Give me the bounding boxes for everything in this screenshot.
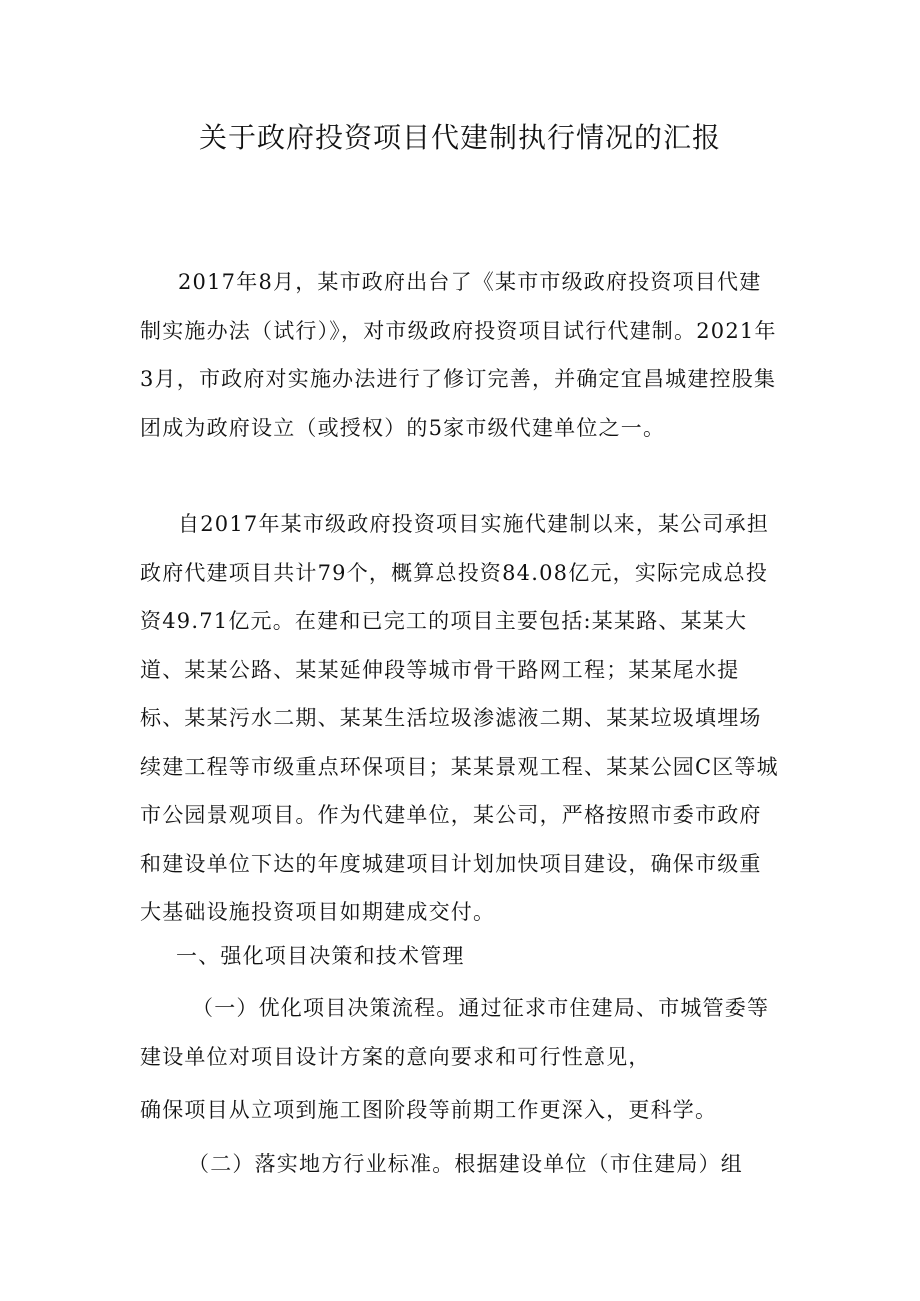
subsection-1-text: （一）优化项目决策流程。通过征求市住建局、市城管委等建设单位对项目设计方案的意向要求和可行性意见，: [140, 996, 770, 1069]
paragraph-overview: 自2017年某市级政府投资项目实施代建制以来，某公司承担政府代建项目共计79个，概算总投资84.08亿元，实际完成总投资49.71亿元。在建和已完工的项目主要包括:某某路、某某大道、某某公路、某某延伸段等城市骨干路网工程；某某尾水提标、某某污水二期、某某生活垃圾渗滤液二期、某某垃圾填埋场续建工程等市级重点环保项目；某某景观工程、某某公园C区等城市公园景观项目。作为代建单位，某公司，严格按照市委市政府和建设单位下达的年度城建项目计划加快项目建设，确保市级重大基础设施投资项目如期建成交付。: [140, 512, 779, 924]
subsection-2-text: （二）落实地方行业标准。根据建设单位（市住建局）组: [188, 1152, 743, 1176]
section-heading: 一、强化项目决策和技术管理: [176, 944, 465, 968]
paragraph-intro: 2017年8月，某市政府出台了《某市市级政府投资项目代建制实施办法（试行）》，对市级政府投资项目试行代建制。2021年3月，市政府对实施办法进行了修订完善，并确定宜昌城建控股集团成为政府设立（或授权）的5家市级代建单位之一。: [140, 270, 777, 440]
subsection-1-continuation: 确保项目从立项到施工图阶段等前期工作更深入，更科学。: [140, 1098, 718, 1122]
document-title: 关于政府投资项目代建制执行情况的汇报: [198, 121, 721, 154]
